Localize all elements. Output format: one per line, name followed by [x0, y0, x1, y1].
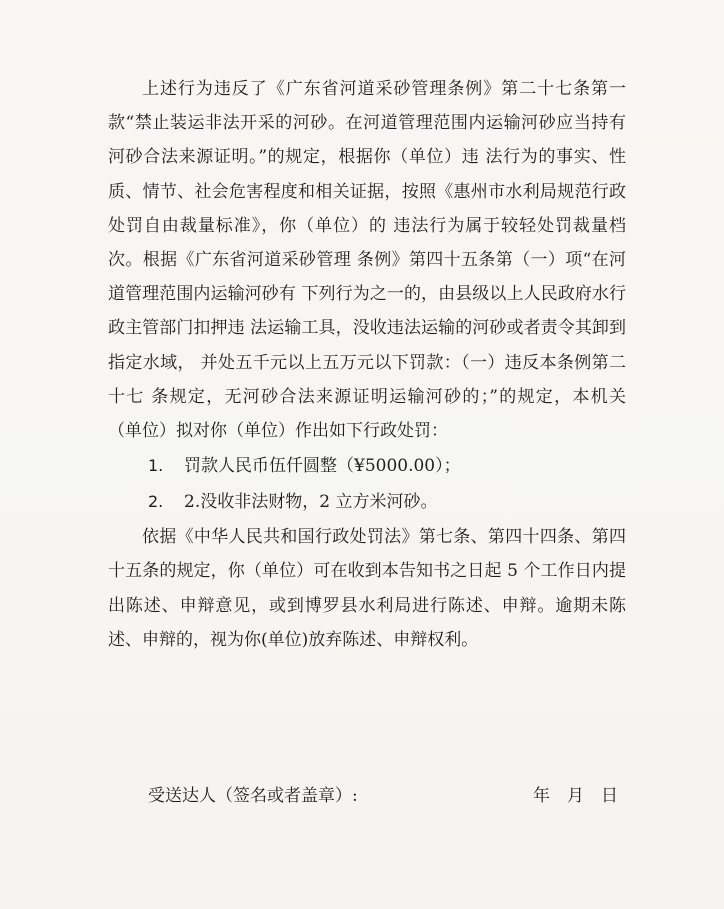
penalty-item-confiscation: [108, 484, 626, 520]
date-label: 年 月 日: [533, 786, 618, 806]
notice-body: [108, 72, 626, 657]
receiver-signature-line: [148, 780, 628, 812]
penalty-list: [108, 448, 626, 520]
penalty-item-fine: [108, 448, 626, 484]
list-number: 2.: [148, 492, 164, 512]
violation-paragraph: 上述行为违反了《广东省河道采砂管理条例》第二十七条第一款“禁止装运非法开采的河砂。在河道管理范围内运输河砂应当持有河砂合法来源证明。”的规定，根据你（单位）违 法行为的事实、性质、情节、社会危害程度和相关证据，按照《惠州市水利局规范行政处罚自由裁量标准》，你（单位）的 违法行为属于较轻处罚裁量档次。根据《广东省河道采砂管理 条例》第四十五条第（一）项“在河道管理范围内运输河砂有 下列行为之一的，由县级以上人民政府水行政主管部门扣押违 法运输工具，没收违法运输的河砂或者责令其卸到指定水域， 并处五千元以上五万元以下罚款：（一）违反本条例第二十七 条规定，无河砂合法来源证明运输河砂的；”的规定，本机关 （单位）拟对你（单位）作出如下行政处罚：: [108, 79, 626, 442]
penalty-text: 罚款人民币伍仟圆整（¥5000.00）；: [184, 456, 461, 477]
penalty-text: 2.没收非法财物，2 立方米河砂。: [184, 492, 438, 513]
list-number: 1.: [148, 456, 164, 476]
receiver-label: 受送达人（签名或者盖章）:: [148, 786, 358, 806]
rights-paragraph: 依据《中华人民共和国行政处罚法》第七条、第四十四条、第四十五条的规定，你（单位）可在收到本告知书之日起 5 个工作日内提出陈述、申辩意见，或到博罗县水利局进行陈述、申辩。逾期未陈述、申辩的，视为你(单位)放弃陈述、申辩权利。: [108, 527, 626, 650]
